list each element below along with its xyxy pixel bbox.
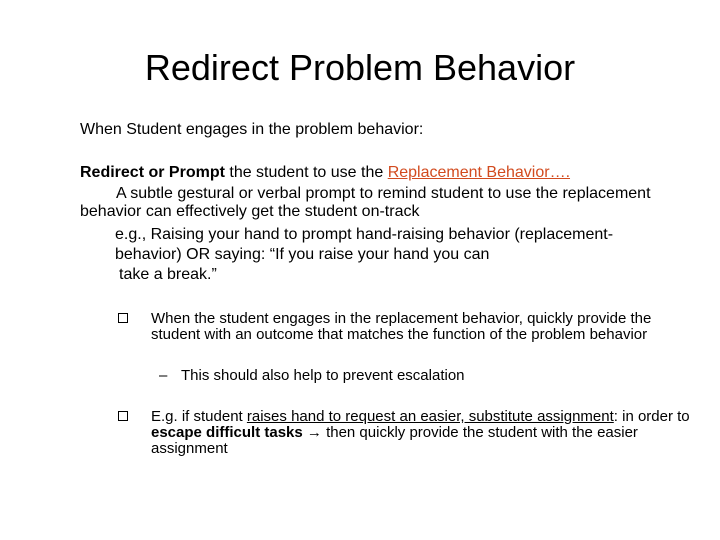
bullet-second-text-b: : in order to [613, 408, 690, 425]
bullet-first-sub-text: This should also help to prevent escalation [181, 367, 465, 384]
bullet-first: When the student engages in the replacement behavior, quickly provide the student with an outcome that matches the function of the problem behavior [151, 310, 652, 343]
bullet-second-text-a: E.g. if student [151, 408, 247, 425]
bullet-second [151, 409, 691, 457]
redirect-explanation: A subtle gestural or verbal prompt to remind student to use the replacement behavior can effectively get the student on-track [80, 185, 651, 220]
bullet-first-sub [159, 368, 465, 384]
redirect-example: e.g., Raising your hand to prompt hand-raising behavior (replacement-behavior) OR saying: “If you raise your hand you can [115, 226, 614, 263]
redirect-line [80, 163, 570, 183]
redirect-example-end: take a break.” [119, 266, 217, 283]
bullet-second-bold: escape difficult tasks [151, 424, 303, 441]
redirect-bold-lead: Redirect or Prompt [80, 164, 225, 181]
slide-title: Redirect Problem Behavior [144, 47, 576, 88]
redirect-text: the student to use the [224, 164, 388, 181]
intro-text: When Student engages in the problem behavior: [80, 121, 424, 138]
checkbox-bullet-icon [118, 411, 128, 421]
dash-icon: – [159, 367, 168, 384]
arrow-right-icon: → [306, 424, 322, 441]
checkbox-bullet-icon [118, 313, 128, 323]
bullet-second-text-c: then quickly provide the student with the easier assignment [151, 424, 638, 457]
bullet-second-underlined: raises hand to request an easier, substitute assignment [246, 408, 614, 425]
replacement-behavior-link[interactable]: Replacement Behavior…. [387, 164, 571, 181]
